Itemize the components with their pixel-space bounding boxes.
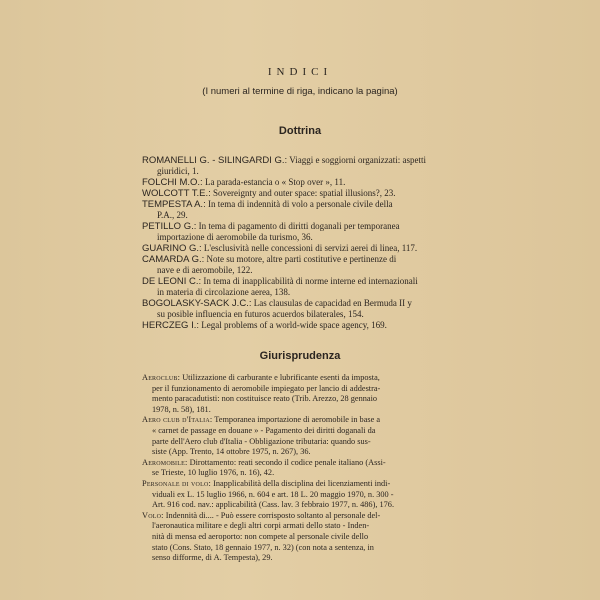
jurisprudence-entry-continuation (142, 437, 476, 448)
doctrine-entry-first-line (142, 243, 472, 254)
doctrine-entry (142, 155, 472, 177)
doctrine-entry-text: Legal problems of a world-wide space agency, 169. (201, 320, 387, 330)
jurisprudence-entry-continuation (142, 553, 476, 564)
jurisprudence-entry-text: per il funzionamento di aeromobile impiegato per lancio di addestra- (152, 383, 381, 393)
doctrine-entry-first-line (142, 188, 472, 199)
jurisprudence-list (142, 373, 476, 564)
doctrine-entry (142, 243, 472, 254)
jurisprudence-entry-continuation (142, 426, 476, 437)
jurisprudence-keyword: Personale di volo: (142, 478, 211, 488)
doctrine-author: HERCZEG I.: (142, 320, 200, 331)
doctrine-entry-text: In tema di indennità di volo a personale civile della (207, 199, 393, 209)
doctrine-entry-text: In tema di pagamento di diritti doganali per temporanea (198, 221, 400, 231)
jurisprudence-entry-text: nità di mensa ed aeroporto: non compete al personale civile dello (152, 531, 369, 541)
jurisprudence-entry-text: Temporanea importazione di aeromobile in base a (214, 415, 381, 425)
doctrine-entry-first-line (142, 155, 472, 166)
jurisprudence-entry-continuation (142, 468, 476, 479)
jurisprudence-entry (142, 511, 476, 564)
doctrine-author: ROMANELLI G. - SILINGARDI G.: (142, 155, 288, 166)
doctrine-entry-first-line (142, 298, 472, 309)
jurisprudence-entry (142, 479, 476, 511)
section-heading-dottrina: Dottrina (278, 125, 322, 137)
jurisprudence-entry-continuation (142, 394, 476, 405)
doctrine-entry-text: La parada-estancia o « Stop over », 11. (204, 177, 346, 187)
doctrine-entry (142, 199, 472, 221)
jurisprudence-entry-text: Art. 916 cod. nav.: applicabilità (Cass. lav. 3 febbraio 1977, n. 486), 176. (152, 500, 395, 510)
jurisprudence-entry-text: Inapplicabilità della disciplina dei licenziamenti indi- (213, 478, 391, 488)
jurisprudence-entry-continuation (142, 447, 476, 458)
jurisprudence-entry-text: stato (Cons. Stato, 18 gennaio 1977, n. 32) (con nota a sentenza, in (152, 542, 374, 552)
doctrine-entry-first-line (142, 320, 472, 331)
doctrine-author: BOGOLASKY-SACK J.C.: (142, 298, 252, 309)
jurisprudence-entry-text: parte dell'Aero club d'Italia - Obbligazione tributaria: quando sus- (152, 436, 371, 446)
doctrine-entry-continuation (142, 309, 472, 320)
doctrine-entry (142, 298, 472, 320)
jurisprudence-entry-text: viduali ex L. 15 luglio 1966, n. 604 e art. 18 L. 20 maggio 1970, n. 300 - (152, 489, 394, 499)
jurisprudence-entry-first-line (142, 373, 476, 384)
jurisprudence-entry-continuation (142, 384, 476, 395)
doctrine-entry (142, 276, 472, 298)
doctrine-entry-continuation (142, 287, 472, 298)
doctrine-entry (142, 254, 472, 276)
doctrine-entry (142, 188, 472, 199)
doctrine-entry-first-line (142, 221, 472, 232)
jurisprudence-entry-first-line (142, 415, 476, 426)
doctrine-entry-continuation (142, 265, 472, 276)
jurisprudence-entry-first-line (142, 479, 476, 490)
doctrine-list (142, 155, 472, 331)
doctrine-entry-text: su posible influencia en futuros acuerdos bilaterales, 154. (157, 309, 364, 319)
doctrine-entry-text: L'esclusività nelle concessioni di servizi aerei di linea, 117. (203, 243, 418, 253)
doctrine-entry-text: nave e di aeromobile, 122. (157, 265, 253, 275)
jurisprudence-entry (142, 415, 476, 457)
jurisprudence-entry-text: Indennità di.... - Può essere corrisposto soltanto al personale del- (165, 510, 381, 520)
jurisprudence-entry-text: mento paracadutisti: non costituisce reato (Trib. Arezzo, 28 gennaio (152, 394, 378, 404)
doctrine-entry-text: In tema di inapplicabilità di norme interne ed internazionali (203, 276, 418, 286)
jurisprudence-entry-continuation (142, 532, 476, 543)
jurisprudence-entry-text: siste (App. Trento, 14 ottobre 1975, n. 267), 36. (152, 447, 311, 457)
doctrine-entry-text: Note su motore, altre parti costitutive e pertinenze di (206, 254, 397, 264)
jurisprudence-entry-continuation (142, 521, 476, 532)
page-subtitle: (I numeri al termine di riga, indicano la pagina) (202, 86, 398, 97)
doctrine-entry-continuation (142, 166, 472, 177)
doctrine-author: DE LEONI C.: (142, 276, 202, 287)
doctrine-entry-first-line (142, 199, 472, 210)
doctrine-entry (142, 320, 472, 331)
doctrine-entry-continuation (142, 210, 472, 221)
doctrine-entry-first-line (142, 276, 472, 287)
jurisprudence-entry-continuation (142, 500, 476, 511)
doctrine-entry-text: giuridici, 1. (157, 166, 199, 176)
jurisprudence-entry-continuation (142, 405, 476, 416)
jurisprudence-keyword: Volo: (142, 510, 164, 520)
doctrine-author: TEMPESTA A.: (142, 199, 206, 210)
doctrine-entry-first-line (142, 177, 472, 188)
jurisprudence-entry-continuation (142, 543, 476, 554)
doctrine-entry-text: importazione di aeromobile da turismo, 36. (157, 232, 313, 242)
doctrine-entry-text: in materia di circolazione aerea, 138. (157, 287, 291, 297)
jurisprudence-entry-first-line (142, 511, 476, 522)
jurisprudence-entry-text: « carnet de passage en douane » - Pagamento dei diritti doganali da (152, 425, 376, 435)
jurisprudence-entry (142, 458, 476, 479)
doctrine-author: PETILLO G.: (142, 221, 197, 232)
jurisprudence-entry-first-line (142, 458, 476, 469)
jurisprudence-keyword: Aeroclub: (142, 373, 181, 382)
section-heading-giurisprudenza: Giurisprudenza (259, 350, 341, 362)
doctrine-entry (142, 221, 472, 243)
doctrine-entry-text: Viaggi e soggiorni organizzati: aspetti (289, 155, 427, 165)
jurisprudence-entry-text: senso difforme, di A. Tempesta), 29. (152, 553, 273, 563)
jurisprudence-entry (142, 373, 476, 415)
jurisprudence-entry-text: se Trieste, 10 luglio 1976, n. 16), 42. (152, 468, 275, 478)
jurisprudence-entry-continuation (142, 490, 476, 501)
doctrine-entry-text: Las clausulas de capacidad en Bermuda II y (253, 298, 412, 308)
doctrine-entry-continuation (142, 232, 472, 243)
jurisprudence-entry-text: Dirottamento: reati secondo il codice penale italiano (Assi- (189, 457, 386, 467)
jurisprudence-keyword: Aeromobile: (142, 457, 188, 467)
jurisprudence-keyword: Aero club d'Italia: (142, 415, 213, 425)
doctrine-entry-text: P.A., 29. (157, 210, 188, 220)
page-title: INDICI (267, 66, 333, 78)
doctrine-author: FOLCHI M.O.: (142, 177, 203, 188)
doctrine-entry-text: Sovereignty and outer space: spatial illusions?, 23. (213, 188, 396, 198)
jurisprudence-entry-text: l'aeronautica militare e degli altri corpi armati dello stato - Inden- (152, 521, 370, 531)
doctrine-author: WOLCOTT T.E.: (142, 188, 211, 199)
doctrine-entry-first-line (142, 254, 472, 265)
doctrine-author: GUARINO G.: (142, 243, 202, 254)
jurisprudence-entry-text: Utilizzazione di carburante e lubrificante esenti da imposta, (182, 373, 380, 382)
jurisprudence-entry-text: 1978, n. 58), 181. (152, 404, 211, 414)
doctrine-author: CAMARDA G.: (142, 254, 205, 265)
doctrine-entry (142, 177, 472, 188)
